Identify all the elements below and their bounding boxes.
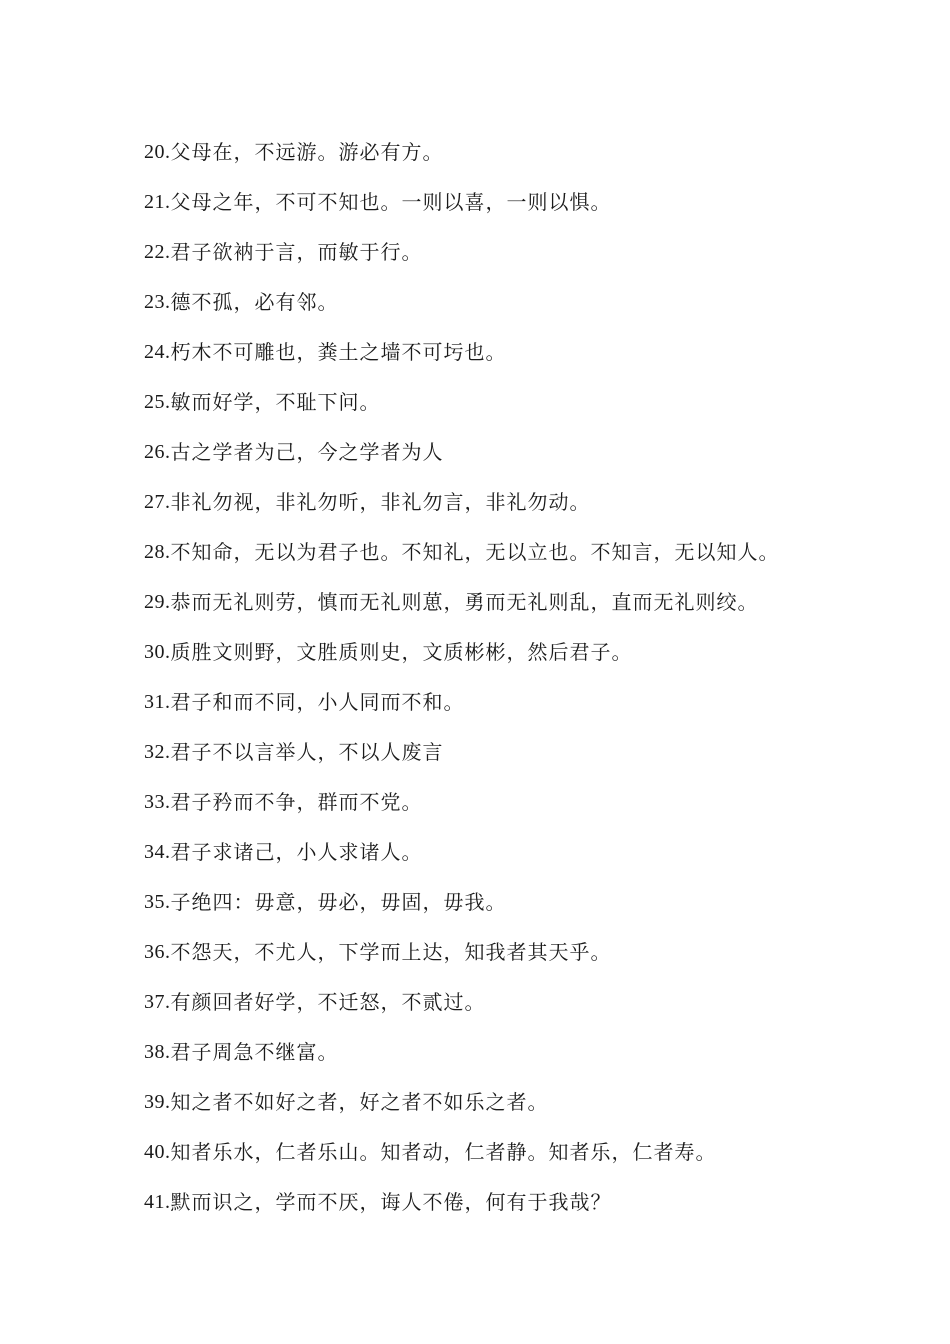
item-number: 34. (144, 841, 171, 863)
item-text: 默而识之，学而不厌，诲人不倦，何有于我哉？ (170, 1190, 612, 1214)
item-number: 26. (144, 441, 171, 463)
item-number: 21. (144, 191, 171, 213)
list-item (144, 836, 924, 886)
item-number: 28. (144, 541, 171, 563)
item-number: 29. (144, 591, 171, 613)
item-text: 有颜回者好学，不迁怒，不贰过。 (170, 990, 486, 1014)
item-text: 君子和而不同，小人同而不和。 (170, 690, 465, 714)
item-number: 32. (144, 741, 171, 763)
item-number: 31. (144, 691, 171, 713)
item-text: 君子不以言举人，不以人废言 (170, 740, 444, 764)
list-item (144, 936, 924, 986)
list-item (144, 736, 924, 786)
list-item (144, 336, 924, 386)
list-item (144, 786, 924, 836)
list-item (144, 1036, 924, 1086)
item-text: 朽木不可雕也，粪土之墙不可圬也。 (170, 340, 507, 364)
item-number: 40. (144, 1141, 171, 1163)
item-text: 质胜文则野，文胜质则史，文质彬彬，然后君子。 (170, 640, 633, 664)
item-text: 古之学者为己，今之学者为人 (170, 440, 444, 464)
list-item (144, 1136, 924, 1186)
list-item (144, 486, 924, 536)
item-number: 36. (144, 941, 171, 963)
list-item (144, 586, 924, 636)
item-text: 非礼勿视，非礼勿听，非礼勿言，非礼勿动。 (170, 490, 591, 514)
item-number: 24. (144, 341, 171, 363)
list-item (144, 436, 924, 486)
item-number: 37. (144, 991, 171, 1013)
quote-list (144, 136, 924, 1236)
item-text: 敏而好学，不耻下问。 (170, 390, 381, 414)
list-item (144, 986, 924, 1036)
item-text: 君子欲衲于言，而敏于行。 (170, 240, 423, 264)
list-item (144, 886, 924, 936)
item-number: 27. (144, 491, 171, 513)
item-text: 君子周急不继富。 (170, 1040, 339, 1064)
list-item (144, 386, 924, 436)
list-item (144, 636, 924, 686)
item-text: 德不孤，必有邻。 (170, 290, 339, 314)
item-number: 33. (144, 791, 171, 813)
item-text: 父母之年，不可不知也。一则以喜，一则以惧。 (170, 190, 612, 214)
item-number: 20. (144, 141, 171, 163)
list-item (144, 136, 924, 186)
item-text: 不怨天，不尤人，下学而上达，知我者其天乎。 (170, 940, 612, 964)
item-number: 25. (144, 391, 171, 413)
item-number: 23. (144, 291, 171, 313)
list-item (144, 1086, 924, 1136)
item-text: 不知命，无以为君子也。不知礼，无以立也。不知言，无以知人。 (170, 540, 780, 564)
item-number: 41. (144, 1191, 171, 1213)
list-item (144, 186, 924, 236)
item-number: 39. (144, 1091, 171, 1113)
item-text: 子绝四：毋意，毋必，毋固，毋我。 (170, 890, 507, 914)
item-number: 38. (144, 1041, 171, 1063)
item-text: 君子求诸己，小人求诸人。 (170, 840, 423, 864)
list-item (144, 236, 924, 286)
item-number: 35. (144, 891, 171, 913)
list-item (144, 1186, 924, 1236)
item-text: 君子矜而不争，群而不党。 (170, 790, 423, 814)
item-text: 恭而无礼则劳，慎而无礼则葸，勇而无礼则乱，直而无礼则绞。 (170, 590, 759, 614)
item-text: 知之者不如好之者，好之者不如乐之者。 (170, 1090, 549, 1114)
item-number: 22. (144, 241, 171, 263)
item-number: 30. (144, 641, 171, 663)
item-text: 父母在，不远游。游必有方。 (170, 140, 444, 164)
list-item (144, 536, 924, 586)
list-item (144, 686, 924, 736)
item-text: 知者乐水，仁者乐山。知者动，仁者静。知者乐，仁者寿。 (170, 1140, 717, 1164)
list-item (144, 286, 924, 336)
